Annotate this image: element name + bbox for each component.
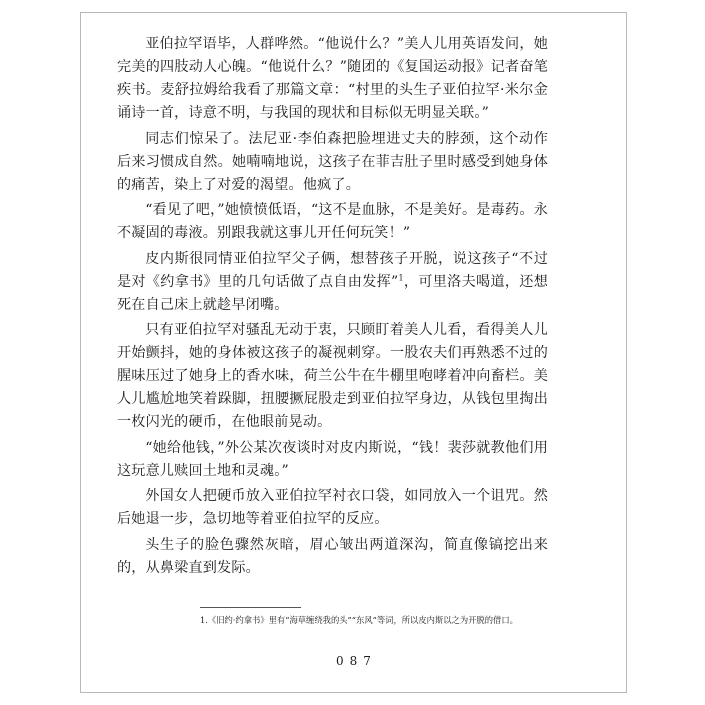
paragraph-text: ，可里洛夫喝道，还想死在自己床上就趁早闭嘴。 xyxy=(117,273,549,313)
paragraph: 头生子的脸色骤然灰暗，眉心皱出两道深沟，简直像镐挖出来的，从鼻梁直到发际。 xyxy=(117,536,548,576)
paragraph: 亚伯拉罕语毕，人群哗然。“他说什么？”美人儿用英语发问，她完美的四肢动人心魄。“他说什么？”随团的《复国运动报》记者奋笔疾书。麦舒拉姆给我看了那篇文章：“村里的头生子亚伯拉罕·米尔金诵诗一首，诗意不明，与我国的现状和目标似无明显关联。” xyxy=(117,36,548,121)
paragraph: 外国女人把硬币放入亚伯拉罕衬衣口袋，如同放入一个诅咒。然后她退一步，急切地等着亚伯拉罕的反应。 xyxy=(117,488,548,527)
footnote-divider xyxy=(200,607,301,608)
footnote: 1.《旧约·约拿书》里有“海草缠绕我的头”“东风”等词，所以皮内斯以之为开脱的借口。 xyxy=(200,615,518,625)
paragraph: 只有亚伯拉罕对骚乱无动于衷，只顾盯着美人儿看，看得美人儿开始颤抖，她的身体被这孩子的凝视刺穿。一股农夫们再熟悉不过的腥味压过了她身上的香水味，荷兰公牛在牛棚里咆哮着冲向畜栏。美人儿尴尬地笑着跺脚，扭腰撅屁股走到亚伯拉罕身边，从钱包里掏出一枚闪光的硬币，在他眼前晃动。 xyxy=(117,322,548,430)
paragraph: “看见了吧，”她愤愤低语，“这不是血脉，不是美好。是毒药。永不凝固的毒液。别跟我就这事儿开任何玩笑！” xyxy=(117,202,548,241)
paragraph xyxy=(117,248,548,317)
page-number: 087 xyxy=(336,654,377,668)
footnote-marker: 1 xyxy=(398,272,404,282)
body-text xyxy=(117,33,548,580)
paragraph: 同志们惊呆了。法尼亚·李伯森把脸埋进丈夫的脖颈，这个动作后来习惯成自然。她喃喃地说，这孩子在菲吉肚子里时感受到她身体的痛苦，染上了对爱的渴望。他疯了。 xyxy=(117,130,548,193)
paragraph: “她给他钱，”外公某次夜谈时对皮内斯说，“钱！裴莎就教他们用这玩意儿赎回土地和灵魂。” xyxy=(117,439,548,479)
paragraph-text: 皮内斯很同情亚伯拉罕父子俩，想替孩子开脱，说这孩子“不过是对《约拿书》里的几句话做了点自由发挥” xyxy=(117,250,548,290)
